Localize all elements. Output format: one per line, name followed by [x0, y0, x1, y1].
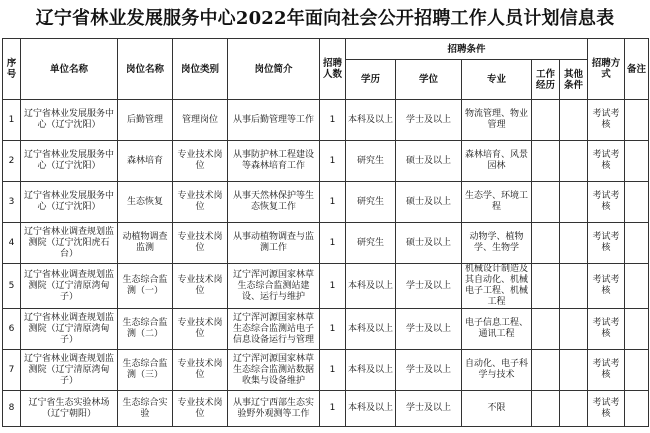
cell-method: 考试考核 [588, 100, 625, 141]
cell-method: 考试考核 [588, 141, 625, 182]
cell-remark [625, 141, 649, 182]
cell-post-desc: 从事天然林保护等生态恢复工作 [228, 182, 320, 223]
page-title: 辽宁省林业发展服务中心2022年面向社会公开招聘工作人员计划信息表 [35, 8, 615, 29]
cell-degree: 硕士及以上 [396, 182, 462, 223]
cell-remark [625, 223, 649, 264]
cell-degree: 硕士及以上 [396, 141, 462, 182]
header-unit: 单位名称 [21, 39, 118, 100]
cell-unit: 辽宁省林业发展服务中心（辽宁沈阳） [21, 182, 118, 223]
cell-major: 不限 [462, 391, 532, 427]
header-post-name: 岗位名称 [118, 39, 173, 100]
cell-unit: 辽宁省林业发展服务中心（辽宁沈阳） [21, 141, 118, 182]
table-row [3, 100, 649, 141]
cell-post-desc: 辽宁浑河源国家林草生态综合监测站建设、运行与维护 [228, 264, 320, 309]
cell-major: 自动化、电子科学与技术 [462, 350, 532, 391]
cell-method: 考试考核 [588, 223, 625, 264]
cell-post-desc: 辽宁浑河源国家林草生态综合监测站数据收集与设备维护 [228, 350, 320, 391]
cell-major: 电子信息工程、通讯工程 [462, 309, 532, 350]
header-experience: 工作经历 [532, 60, 560, 100]
table-row [3, 391, 649, 427]
cell-method: 考试考核 [588, 350, 625, 391]
cell-post-name: 生态综合监测（二） [118, 309, 173, 350]
cell-experience [532, 141, 560, 182]
cell-post-type: 专业技术岗位 [173, 264, 228, 309]
cell-experience [532, 264, 560, 309]
cell-experience [532, 391, 560, 427]
table-row [3, 350, 649, 391]
cell-seq: 2 [3, 141, 21, 182]
table-row [3, 141, 649, 182]
cell-post-name: 动植物调查监测 [118, 223, 173, 264]
header-conditions: 招聘条件 [346, 39, 588, 60]
cell-other [560, 350, 588, 391]
header-method: 招聘方式 [588, 39, 625, 100]
cell-degree: 学士及以上 [396, 264, 462, 309]
header-post-desc: 岗位简介 [228, 39, 320, 100]
cell-unit: 辽宁省林业发展服务中心（辽宁沈阳） [21, 100, 118, 141]
cell-other [560, 182, 588, 223]
cell-post-name: 后勤管理 [118, 100, 173, 141]
cell-major: 机械设计制造及其自动化、机械电子工程、机械工程 [462, 264, 532, 309]
cell-post-desc: 从事防护林工程建设等森林培育工作 [228, 141, 320, 182]
cell-remark [625, 391, 649, 427]
cell-degree: 学士及以上 [396, 391, 462, 427]
cell-count: 1 [320, 223, 346, 264]
cell-education: 研究生 [346, 141, 396, 182]
cell-post-type: 专业技术岗位 [173, 350, 228, 391]
cell-remark [625, 100, 649, 141]
cell-other [560, 309, 588, 350]
cell-unit: 辽宁省生态实验林场（辽宁朝阳） [21, 391, 118, 427]
cell-education: 研究生 [346, 182, 396, 223]
cell-remark [625, 264, 649, 309]
header-education: 学历 [346, 60, 396, 100]
cell-count: 1 [320, 264, 346, 309]
header-post-type: 岗位类别 [173, 39, 228, 100]
cell-post-type: 专业技术岗位 [173, 223, 228, 264]
recruitment-table [2, 38, 649, 427]
cell-remark [625, 309, 649, 350]
cell-method: 考试考核 [588, 182, 625, 223]
cell-method: 考试考核 [588, 391, 625, 427]
header-count: 招聘人数 [320, 39, 346, 100]
cell-major: 动物学、植物学、生物学 [462, 223, 532, 264]
table-row [3, 182, 649, 223]
cell-method: 考试考核 [588, 264, 625, 309]
cell-unit: 辽宁省林业调查规划监测院（辽宁清原湾甸子） [21, 350, 118, 391]
cell-degree: 学士及以上 [396, 350, 462, 391]
cell-major: 生态学、环境工程 [462, 182, 532, 223]
cell-experience [532, 309, 560, 350]
cell-experience [532, 350, 560, 391]
table-row [3, 264, 649, 309]
cell-other [560, 264, 588, 309]
table-row [3, 223, 649, 264]
cell-education: 本科及以上 [346, 350, 396, 391]
header-remark: 备注 [625, 39, 649, 100]
cell-other [560, 100, 588, 141]
cell-experience [532, 100, 560, 141]
cell-post-type: 专业技术岗位 [173, 309, 228, 350]
cell-post-desc: 辽宁浑河源国家林草生态综合监测站电子信息设备运行与管理 [228, 309, 320, 350]
cell-count: 1 [320, 182, 346, 223]
cell-count: 1 [320, 309, 346, 350]
cell-count: 1 [320, 141, 346, 182]
cell-experience [532, 182, 560, 223]
cell-experience [532, 223, 560, 264]
cell-education: 本科及以上 [346, 391, 396, 427]
cell-count: 1 [320, 100, 346, 141]
cell-post-name: 森林培育 [118, 141, 173, 182]
cell-post-desc: 从事动植物调查与监测工作 [228, 223, 320, 264]
cell-education: 研究生 [346, 223, 396, 264]
header-other: 其他条件 [560, 60, 588, 100]
cell-post-type: 专业技术岗位 [173, 182, 228, 223]
cell-method: 考试考核 [588, 309, 625, 350]
cell-education: 本科及以上 [346, 100, 396, 141]
cell-post-type: 专业技术岗位 [173, 391, 228, 427]
cell-count: 1 [320, 350, 346, 391]
cell-other [560, 141, 588, 182]
cell-education: 本科及以上 [346, 264, 396, 309]
header-degree: 学位 [396, 60, 462, 100]
cell-degree: 学士及以上 [396, 309, 462, 350]
cell-other [560, 391, 588, 427]
cell-seq: 3 [3, 182, 21, 223]
cell-post-name: 生态综合监测（三） [118, 350, 173, 391]
cell-seq: 1 [3, 100, 21, 141]
header-major: 专业 [462, 60, 532, 100]
cell-post-type: 管理岗位 [173, 100, 228, 141]
cell-remark [625, 350, 649, 391]
cell-remark [625, 182, 649, 223]
cell-post-name: 生态综合实验 [118, 391, 173, 427]
cell-major: 物流管理、物业管理 [462, 100, 532, 141]
cell-post-desc: 从事辽宁西部生态实验野外观测等工作 [228, 391, 320, 427]
cell-count: 1 [320, 391, 346, 427]
cell-unit: 辽宁省林业调查规划监测院（辽宁清原湾甸子） [21, 264, 118, 309]
cell-unit: 辽宁省林业调查规划监测院（辽宁沈阳虎石台） [21, 223, 118, 264]
cell-degree: 学士及以上 [396, 100, 462, 141]
cell-seq: 8 [3, 391, 21, 427]
cell-seq: 7 [3, 350, 21, 391]
cell-post-name: 生态综合监测（一） [118, 264, 173, 309]
table-row [3, 309, 649, 350]
cell-major: 森林培育、风景园林 [462, 141, 532, 182]
cell-post-type: 专业技术岗位 [173, 141, 228, 182]
cell-post-desc: 从事后勤管理等工作 [228, 100, 320, 141]
cell-degree: 硕士及以上 [396, 223, 462, 264]
cell-education: 本科及以上 [346, 309, 396, 350]
header-seq: 序号 [3, 39, 21, 100]
cell-seq: 4 [3, 223, 21, 264]
cell-seq: 6 [3, 309, 21, 350]
cell-seq: 5 [3, 264, 21, 309]
cell-other [560, 223, 588, 264]
cell-post-name: 生态恢复 [118, 182, 173, 223]
cell-unit: 辽宁省林业调查规划监测院（辽宁清原湾甸子） [21, 309, 118, 350]
